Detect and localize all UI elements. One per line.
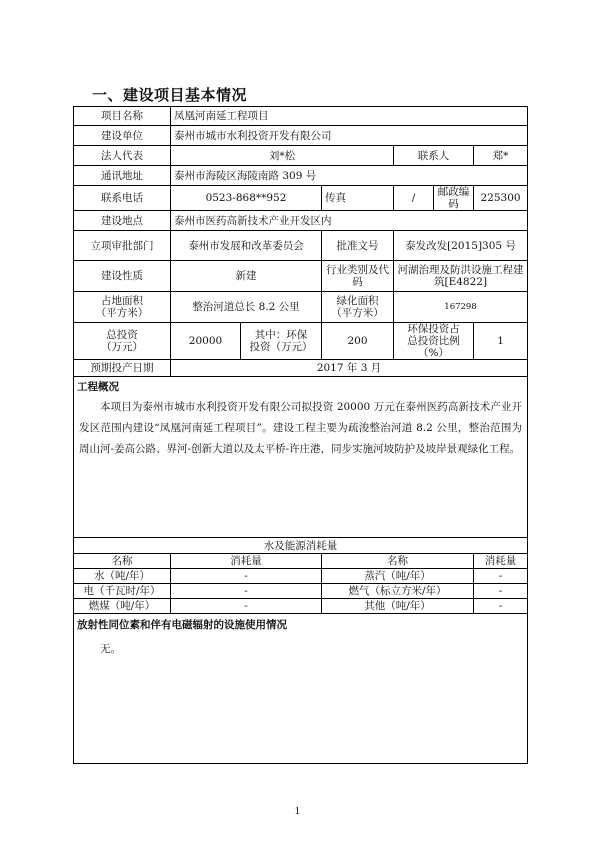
env-invest-label-line1: 其中：环保 <box>254 329 308 341</box>
industry-value: 河湖治理及防洪设施工程建筑[E4822] <box>394 261 528 292</box>
phone-label: 联系电话 <box>74 186 171 211</box>
invest-label-line1: 总投资 <box>106 329 138 341</box>
energy-cell: - <box>171 599 322 614</box>
energy-cell: - <box>474 599 528 614</box>
area-label <box>74 292 171 323</box>
energy-cell: 蒸汽（吨/年） <box>322 569 474 584</box>
invest-value: 20000 <box>171 323 241 360</box>
postcode-label: 邮政编码 <box>434 186 474 211</box>
postcode-value: 225300 <box>474 186 528 211</box>
page-number: 1 <box>294 807 301 817</box>
approval-no-label: 批准文号 <box>322 231 394 261</box>
approval-dept-value: 泰州市发展和改革委员会 <box>171 231 322 261</box>
env-ratio-label-line1: 环保投资占 <box>407 323 460 335</box>
legal-rep-value: 刘*松 <box>171 146 394 166</box>
contact-label: 联系人 <box>394 146 474 166</box>
unit-label: 建设单位 <box>74 126 171 146</box>
unit-value: 泰州市城市水利投资开发有限公司 <box>171 126 528 146</box>
project-name-label: 项目名称 <box>74 107 171 126</box>
site-label: 建设地点 <box>74 211 171 231</box>
legal-rep-label: 法人代表 <box>74 146 171 166</box>
contact-value: 郑* <box>474 146 528 166</box>
overview-text: 本项目为泰州市城市水利投资开发有限公司拟投资 20000 万元在泰州医药高新技术产业开发区范围内建设“凤凰河南延工程项目”。建设工程主要为疏浚整治河道 8.2 公里，整治范围为周山河-姜高公路、界河-创新大道以及太平桥-许庄港，同步实施河坡防护及坡岸景观绿化工程。 <box>79 401 523 455</box>
energy-header-amount-1: 消耗量 <box>171 554 322 569</box>
energy-cell: 燃气（标立方米/年） <box>322 584 474 599</box>
section-title: 一、建设项目基本情况 <box>92 86 248 104</box>
radiation-text: 无。 <box>100 643 121 655</box>
energy-cell: 水（吨/年） <box>74 569 171 584</box>
env-invest-value: 200 <box>322 323 394 360</box>
env-ratio-label <box>394 323 474 360</box>
env-invest-label <box>241 323 322 360</box>
energy-header-name-1: 名称 <box>74 554 171 569</box>
approval-no-value: 泰发改发[2015]305 号 <box>394 231 528 261</box>
fax-value: / <box>394 186 434 211</box>
overview-cell <box>74 377 528 538</box>
energy-header-name-2: 名称 <box>322 554 474 569</box>
project-info-table <box>73 106 528 764</box>
energy-header-amount-2: 消耗量 <box>474 554 528 569</box>
area-value: 整治河道总长 8.2 公里 <box>171 292 322 323</box>
energy-cell: - <box>474 584 528 599</box>
radiation-title: 放射性同位素和伴有电磁辐射的设施使用情况 <box>77 619 287 631</box>
nature-label: 建设性质 <box>74 261 171 292</box>
energy-cell: 电（千瓦时/年） <box>74 584 171 599</box>
env-ratio-value: 1 <box>474 323 528 360</box>
address-label: 通讯地址 <box>74 166 171 186</box>
date-label: 预期投产日期 <box>74 360 171 377</box>
energy-title: 水及能源消耗量 <box>74 538 528 554</box>
nature-value: 新建 <box>171 261 322 292</box>
phone-value: 0523-868**952 <box>171 186 322 211</box>
approval-dept-label: 立项审批部门 <box>74 231 171 261</box>
energy-cell: - <box>171 569 322 584</box>
date-value: 2017 年 3 月 <box>171 360 528 377</box>
energy-cell: - <box>474 569 528 584</box>
address-value: 泰州市海陵区海陵南路 309 号 <box>171 166 528 186</box>
green-label-line2: （平方米） <box>331 307 384 319</box>
site-value: 泰州市医药高新技术产业开发区内 <box>171 211 528 231</box>
invest-label <box>74 323 171 360</box>
env-invest-label-line2: 投资（万元） <box>249 341 313 353</box>
env-ratio-label-line2: 总投资比例（%） <box>407 335 460 359</box>
green-label-line1: 绿化面积 <box>336 295 379 307</box>
overview-title: 工程概况 <box>77 381 119 393</box>
radiation-cell <box>74 614 528 764</box>
industry-label: 行业类别及代码 <box>322 261 394 292</box>
project-name-value: 凤凰河南延工程项目 <box>171 107 528 126</box>
fax-label: 传真 <box>322 186 394 211</box>
green-label <box>322 292 394 323</box>
energy-cell: 燃煤（吨/年） <box>74 599 171 614</box>
area-label-line2: （平方米） <box>95 307 149 319</box>
energy-cell: - <box>171 584 322 599</box>
green-value: 167298 <box>394 292 528 323</box>
energy-cell: 其他（吨/年） <box>322 599 474 614</box>
invest-label-line2: （万元） <box>101 341 143 353</box>
area-label-line1: 占地面积 <box>101 295 143 307</box>
